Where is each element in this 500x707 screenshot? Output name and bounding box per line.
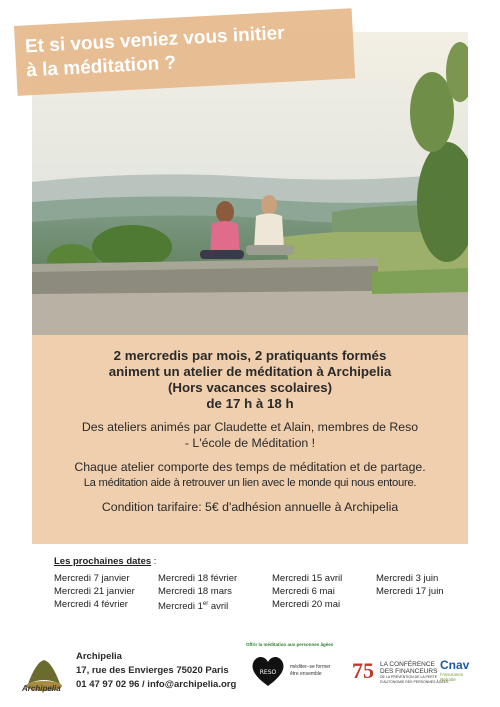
dates-colon: :: [151, 556, 157, 567]
reso-logo: Offrir la méditation aux personnes âgées RESO méditer–se former être ensemble: [246, 642, 346, 698]
footer-address-block: [76, 650, 236, 692]
date-item: Mercredi 3 juin: [376, 573, 439, 584]
info-panel: [32, 335, 468, 544]
date-item: Mercredi 1er avril: [158, 601, 229, 613]
conference-financeurs-logo: 75 LA CONFÉRENCE DES FINANCEURS DE LA PRÉVENTION DE LA PERTE D'AUTONOMIE DES PERSONNES ÂGÉES: [352, 658, 449, 684]
cnav-logo: Cnav l'Assurance Retraite: [440, 658, 470, 682]
dates-col-2: [158, 572, 237, 613]
org-name: Archipelia: [76, 651, 122, 662]
date-item: Mercredi 15 avril: [272, 573, 343, 584]
contact-info: 01 47 97 02 96 / info@archipelia.org: [76, 679, 237, 690]
dates-title: Les prochaines dates: [54, 556, 152, 567]
dates-col-4: [376, 572, 444, 598]
date-item: Mercredi 6 mai: [272, 586, 335, 597]
info-animators-2: - L'école de Méditation !: [184, 436, 316, 450]
footer: [0, 640, 500, 700]
dates-col-1: [54, 572, 135, 611]
headline-line-2: à la méditation ?: [25, 52, 177, 82]
info-heading-3: (Hors vacances scolaires): [167, 380, 333, 395]
date-item: Mercredi 18 février: [158, 573, 238, 584]
info-content-2: La méditation aide à retrouver un lien avec le monde qui nous entoure.: [83, 477, 417, 489]
info-content-1: Chaque atelier comporte des temps de méditation et de partage.: [74, 460, 426, 474]
date-item: Mercredi 7 janvier: [54, 573, 130, 584]
dates-col-3: [272, 572, 342, 611]
info-heading-2: animent un atelier de méditation à Archipelia: [108, 364, 392, 379]
info-animators-1: Des ateliers animés par Claudette et Alain, membres de Reso: [81, 420, 419, 434]
date-item: Mercredi 17 juin: [376, 586, 444, 597]
svg-text:RESO: RESO: [259, 669, 277, 676]
date-item: Mercredi 20 mai: [272, 599, 341, 610]
archipelia-logo: Archipelia: [22, 654, 66, 698]
headline-line-1: Et si vous veniez vous initier: [24, 22, 286, 58]
date-item: Mercredi 4 février: [54, 599, 128, 610]
address: 17, rue des Envierges 75020 Paris: [76, 665, 229, 676]
date-item: Mercredi 21 janvier: [54, 586, 135, 597]
info-price: Condition tarifaire: 5€ d'adhésion annuelle à Archipelia: [101, 500, 399, 514]
date-item: Mercredi 18 mars: [158, 586, 232, 597]
info-heading-4: de 17 h à 18 h: [206, 396, 294, 411]
info-heading-1: 2 mercredis par mois, 2 pratiquants formés: [113, 348, 387, 363]
